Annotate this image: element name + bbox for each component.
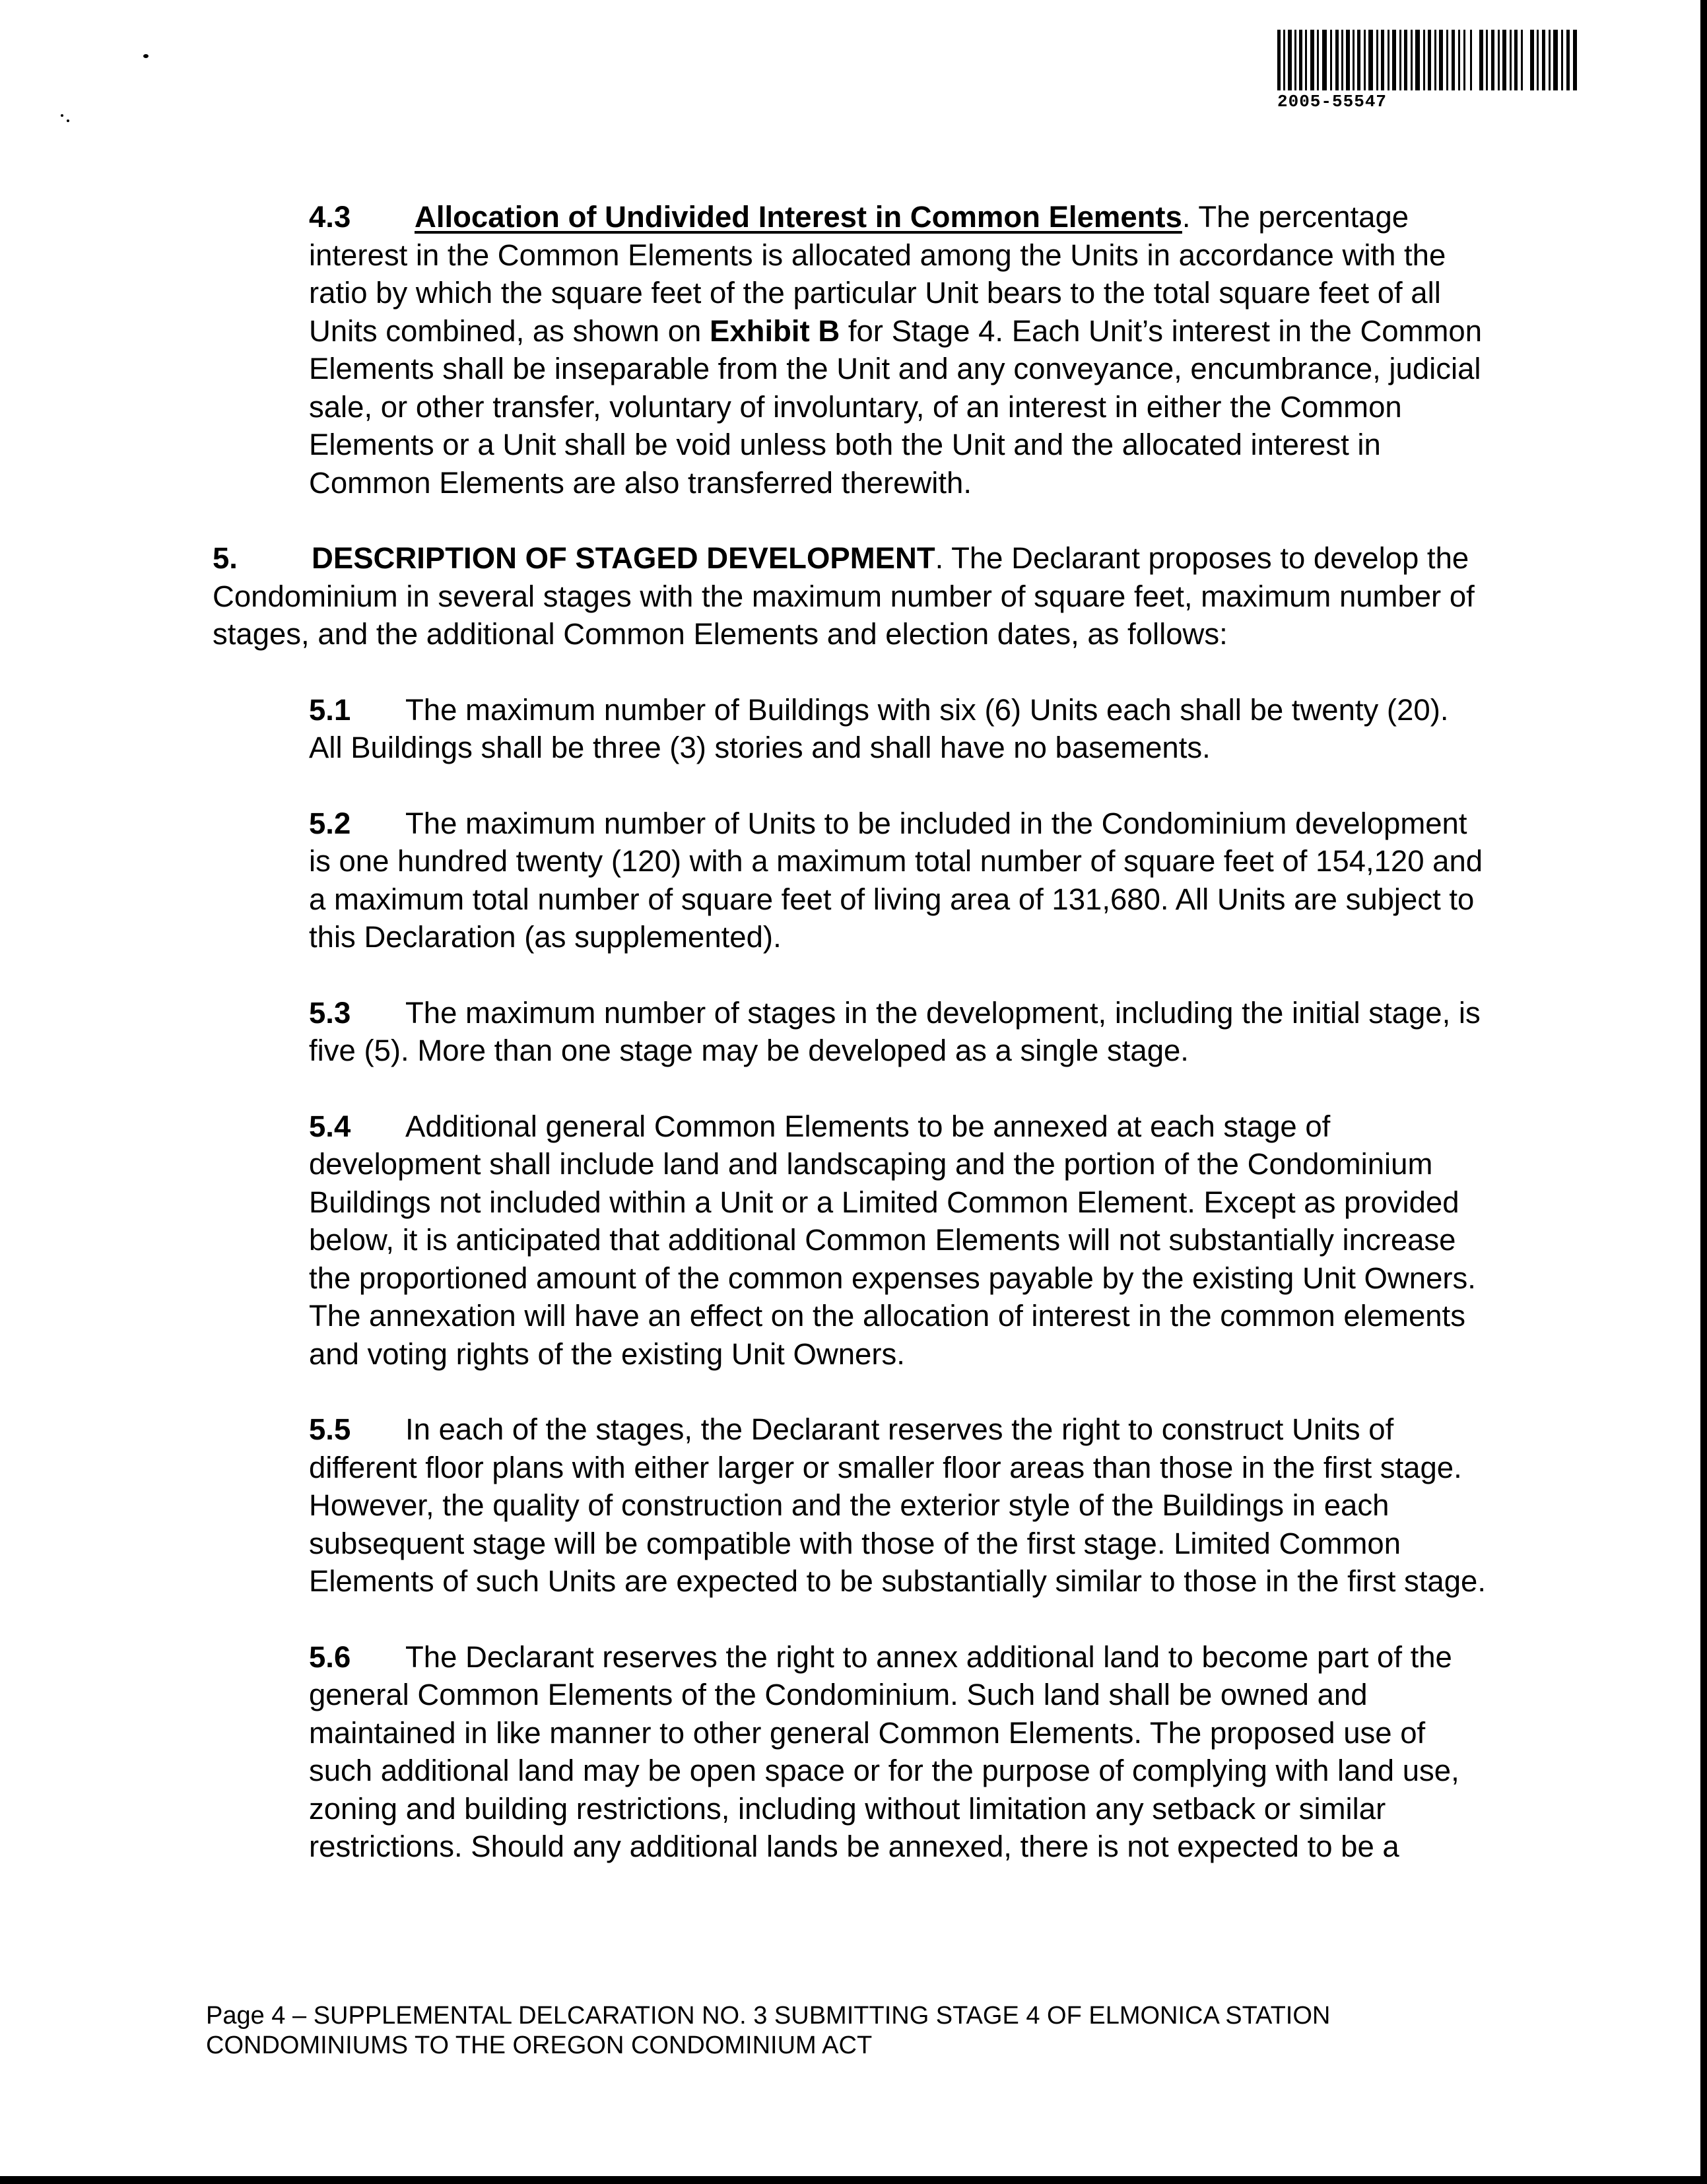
section-heading: Allocation of Undivided Interest in Common Elements xyxy=(415,200,1182,234)
document-body xyxy=(213,198,1487,1903)
section-text: Additional general Common Elements to be annexed at each stage of development shall include land and landscaping and the portion of the Condominium Buildings not included within a Unit or a Limited Common Element. Except as provided below, it is anticipated that additional Common Elements will not substantially increase the proportioned amount of the common expenses payable by the existing Unit Owners. The annexation will have an effect on the allocation of interest in the common elements and voting rights of the existing Unit Owners. xyxy=(309,1109,1476,1371)
section-5-4 xyxy=(213,1108,1487,1373)
footer-line: Page 4 – SUPPLEMENTAL DELCARATION NO. 3 SUBMITTING STAGE 4 OF ELMONICA STATION xyxy=(206,2002,1331,2030)
section-number: 5.6 xyxy=(309,1639,351,1674)
barcode-image xyxy=(1277,30,1578,90)
barcode-block xyxy=(1277,30,1581,112)
section-5-1 xyxy=(213,691,1487,767)
section-number: 5.5 xyxy=(309,1412,351,1446)
section-text: The maximum number of Buildings with six (6) Units each shall be twenty (20). All Buildings shall be three (3) stories and shall have no basements. xyxy=(309,692,1449,764)
section-5 xyxy=(213,539,1487,653)
section-5-6 xyxy=(213,1638,1487,1866)
section-number: 5. xyxy=(213,541,238,575)
section-text: The maximum number of Units to be included in the Condominium development is one hundred twenty (120) with a maximum total number of square feet of 154,120 and a maximum total number of square feet of living area of 131,680. All Units are subject to this Declaration (as supplemented). xyxy=(309,806,1483,954)
section-number: 5.3 xyxy=(309,995,351,1030)
section-5-5 xyxy=(213,1410,1487,1601)
section-text: The maximum number of stages in the development, including the initial stage, is five (5). More than one stage may be developed as a single stage. xyxy=(309,995,1481,1067)
section-text: In each of the stages, the Declarant reserves the right to construct Units of different floor plans with either larger or smaller floor areas than those in the first stage. However, the quality of construction and the exterior style of the Buildings in each subsequent stage will be compatible with those of the first stage. Limited Common Elements of such Units are expected to be substantially similar to those in the first stage. xyxy=(309,1412,1486,1598)
page-footer xyxy=(206,2001,1526,2061)
footer-line: CONDOMINIUMS TO THE OREGON CONDOMINIUM ACT xyxy=(206,2032,873,2059)
section-number: 5.2 xyxy=(309,806,351,840)
scan-speck xyxy=(143,54,149,58)
section-5-3 xyxy=(213,994,1487,1070)
section-heading: DESCRIPTION OF STAGED DEVELOPMENT xyxy=(312,541,935,575)
section-4-3 xyxy=(213,198,1487,502)
document-number: 2005-55547 xyxy=(1277,92,1388,112)
section-number: 5.4 xyxy=(309,1109,351,1143)
section-number: 5.1 xyxy=(309,692,351,727)
scan-speck xyxy=(61,114,63,117)
section-5-2 xyxy=(213,805,1487,956)
section-text: The Declarant reserves the right to annex additional land to become part of the general Common Elements of the Condominium. Such land shall be owned and maintained in like manner to other general Common Elements. The proposed use of such additional land may be open space or for the purpose of complying with land use, zoning and building restrictions, including without limitation any setback or similar restrictions. Should any additional lands be annexed, there is not expected to be a xyxy=(309,1639,1459,1863)
section-text: for Stage 4. Each Unit’s interest in the Common Elements shall be inseparable from the Unit and any conveyance, encumbrance, judicial sale, or other transfer, voluntary of involuntary, of an interest in either the Common Elements or a Unit shall be void unless both the Unit and the allocated interest in Common Elements are also transferred therewith. xyxy=(309,314,1483,500)
scan-edge-right xyxy=(1700,0,1707,2184)
scan-edge-bottom xyxy=(0,2176,1707,2184)
section-text: . The Declarant proposes to develop the Condominium in several stages with the maximum number of square feet, maximum number of stages, and the additional Common Elements and election dates, as follows: xyxy=(213,541,1475,651)
section-number: 4.3 xyxy=(309,200,351,234)
section-text: . The percentage interest in the Common Elements is allocated among the Units in accordance with the ratio by which the square feet of the particular Unit bears to the total square feet of all Units combined, as shown on xyxy=(309,200,1446,348)
exhibit-reference: Exhibit B xyxy=(710,314,840,348)
scan-speck xyxy=(67,119,69,122)
